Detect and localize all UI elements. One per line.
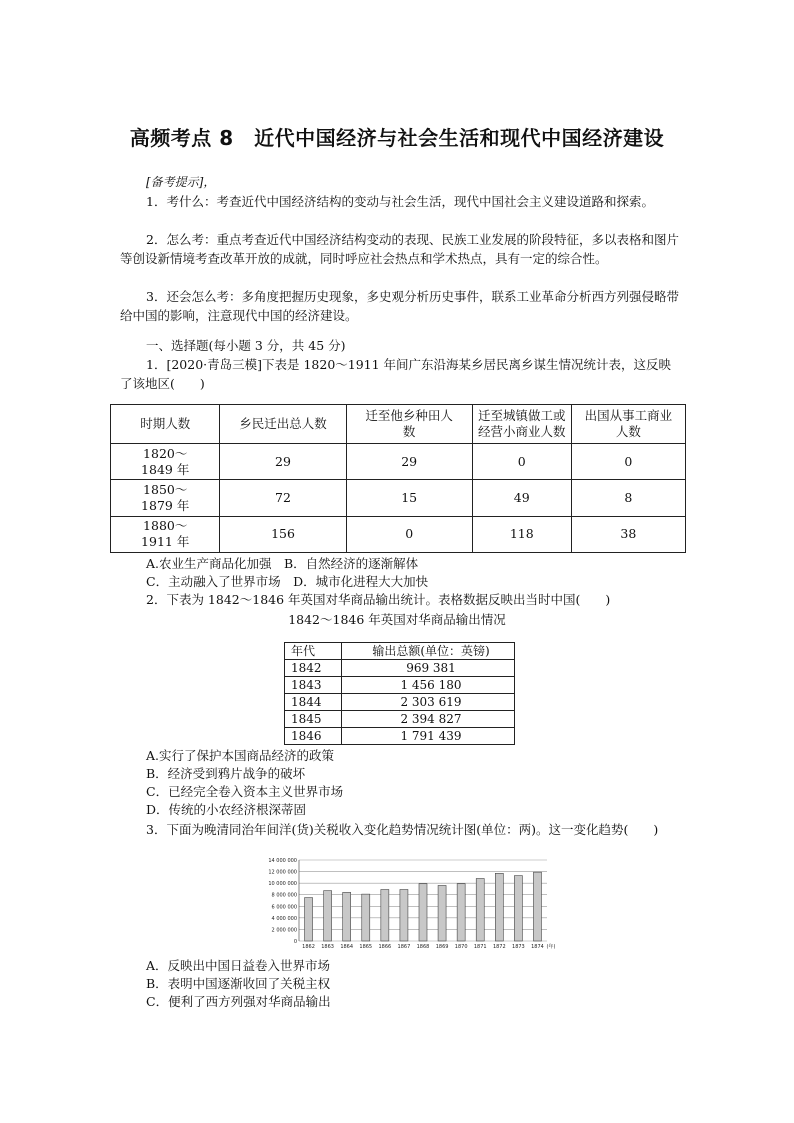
- table-header-row: [285, 643, 515, 660]
- bar-1867: [400, 890, 408, 941]
- hint-label: [备考提示]，: [146, 175, 216, 189]
- table-cell: 0: [346, 516, 472, 552]
- q3-option-c: C．便利了西方列强对华商品输出: [146, 994, 331, 1009]
- table-cell: 2 394 827: [342, 711, 515, 728]
- bar-1865: [362, 894, 370, 941]
- chart-y-axis: [268, 858, 297, 945]
- x-tick-label: 1869: [435, 944, 449, 950]
- bar-1869: [438, 885, 446, 941]
- table-cell: 29: [346, 444, 472, 480]
- x-tick-label: 1866: [378, 944, 392, 950]
- hint-2: 2．怎么考：重点考查近代中国经济结构变动的表现、民族工业发展的阶段特征，多以表格和图片等创设新情境考查改革开放的成就，同时呼应社会热点和学术热点，具有一定的综合性。: [120, 232, 679, 266]
- y-tick-label: 2 000 000: [271, 927, 297, 934]
- q2-option-a: A.实行了保护本国商品经济的政策: [146, 748, 335, 763]
- q1-table: [110, 404, 686, 553]
- q3-stem: 3．下面为晚清同治年间洋(货)关税收入变化趋势情况统计图(单位：两)。这一变化趋势( ): [146, 822, 659, 837]
- bar-1871: [476, 879, 484, 941]
- table-cell: 1 791 439: [342, 728, 515, 745]
- chart-x-axis: [302, 943, 555, 950]
- table-header: 时期人数: [111, 405, 220, 444]
- table-cell: 8: [571, 480, 685, 516]
- table-header: 乡民迁出总人数: [220, 405, 346, 444]
- table-cell: 1843: [285, 677, 342, 694]
- table-cell: 1880～1911 年: [111, 516, 220, 552]
- y-tick-label: 4 000 000: [271, 915, 297, 922]
- q1-stem: 1．[2020·青岛三模]下表是 1820～1911 年间广东沿海某乡居民离乡谋生情况统计表，这反映了该地区( ): [120, 357, 672, 391]
- q2-caption: 1842～1846 年英国对华商品输出情况: [288, 612, 506, 627]
- page-title: 高频考点 8 近代中国经济与社会生活和现代中国经济建设: [129, 126, 665, 150]
- table-header: 迁至他乡种田人数: [346, 405, 472, 444]
- table-header: 输出总额(单位：英镑): [342, 643, 515, 660]
- table-row: [285, 728, 515, 745]
- table-cell: 1 456 180: [342, 677, 515, 694]
- section-heading: 一、选择题(每小题 3 分，共 45 分): [146, 338, 346, 353]
- x-axis-label: (年): [546, 944, 555, 950]
- hint-3: 3．还会怎么考：多角度把握历史现象，多史观分析历史事件，联系工业革命分析西方列强侵略带给中国的影响，注意现代中国的经济建设。: [120, 289, 679, 323]
- bar-1874: [533, 872, 541, 941]
- x-tick-label: 1868: [416, 944, 430, 950]
- table-cell: 1842: [285, 660, 342, 677]
- table-row: [285, 694, 515, 711]
- table-cell: 969 381: [342, 660, 515, 677]
- tariff-bar-chart: [255, 852, 555, 952]
- q2-option-d: D．传统的小农经济根深蒂固: [146, 802, 307, 817]
- x-tick-label: 1865: [359, 944, 373, 950]
- x-tick-label: 1872: [492, 944, 506, 950]
- table-row: [111, 480, 686, 516]
- bar-1863: [324, 891, 332, 941]
- table-cell: 1844: [285, 694, 342, 711]
- table-cell: 1850～1879 年: [111, 480, 220, 516]
- table-row: [285, 711, 515, 728]
- x-tick-label: 1874: [531, 944, 544, 950]
- q1-options-line1: A.农业生产商品化加强 B．自然经济的逐渐解体: [146, 556, 419, 571]
- bar-1870: [457, 884, 465, 941]
- y-tick-label: 8 000 000: [271, 892, 297, 899]
- table-cell: 0: [472, 444, 571, 480]
- bar-1864: [343, 892, 351, 941]
- table-header: 年代: [285, 643, 342, 660]
- table-cell: 0: [571, 444, 685, 480]
- q2-option-c: C．已经完全卷入资本主义世界市场: [146, 784, 344, 799]
- x-tick-label: 1871: [473, 944, 487, 950]
- x-tick-label: 1870: [454, 944, 468, 950]
- table-cell: 2 303 619: [342, 694, 515, 711]
- q3-option-a: A．反映出中国日益卷入世界市场: [146, 958, 331, 973]
- table-header: 出国从事工商业人数: [571, 405, 685, 444]
- q2-option-b: B．经济受到鸦片战争的破坏: [146, 766, 306, 781]
- x-tick-label: 1864: [340, 944, 354, 950]
- table-cell: 49: [472, 480, 571, 516]
- q2-stem: 2．下表为 1842～1846 年英国对华商品输出统计。表格数据反映出当时中国( ): [146, 592, 611, 607]
- q3-option-b: B．表明中国逐渐收回了关税主权: [146, 976, 331, 991]
- table-cell: 38: [571, 516, 685, 552]
- x-tick-label: 1862: [302, 944, 315, 950]
- table-cell: 15: [346, 480, 472, 516]
- bar-1862: [305, 898, 313, 941]
- y-tick-label: 10 000 000: [268, 881, 297, 888]
- table-header-row: [111, 405, 686, 444]
- table-cell: 1846: [285, 728, 342, 745]
- q2-table: [284, 642, 515, 745]
- x-tick-label: 1867: [397, 944, 411, 950]
- table-row: [111, 516, 686, 552]
- hint-1: 1．考什么：考查近代中国经济结构的变动与社会生活，现代中国社会主义建设道路和探索。: [146, 194, 654, 209]
- table-cell: 118: [472, 516, 571, 552]
- y-tick-label: 6 000 000: [271, 904, 297, 911]
- table-cell: 1845: [285, 711, 342, 728]
- bar-1872: [495, 873, 503, 941]
- bar-1866: [381, 890, 389, 941]
- y-tick-label: 0: [293, 939, 297, 945]
- table-header: 迁至城镇做工或经营小商业人数: [472, 405, 571, 444]
- y-tick-label: 14 000 000: [268, 858, 297, 864]
- bar-1868: [419, 884, 427, 941]
- table-cell: 29: [220, 444, 346, 480]
- y-tick-label: 12 000 000: [268, 869, 297, 876]
- table-row: [111, 444, 686, 480]
- x-tick-label: 1873: [512, 944, 525, 950]
- table-cell: 156: [220, 516, 346, 552]
- table-row: [285, 660, 515, 677]
- table-cell: 1820～1849 年: [111, 444, 220, 480]
- bar-1873: [514, 876, 522, 941]
- x-tick-label: 1863: [321, 944, 334, 950]
- q1-options-line2: C．主动融入了世界市场 D．城市化进程大大加快: [146, 574, 429, 589]
- table-row: [285, 677, 515, 694]
- table-cell: 72: [220, 480, 346, 516]
